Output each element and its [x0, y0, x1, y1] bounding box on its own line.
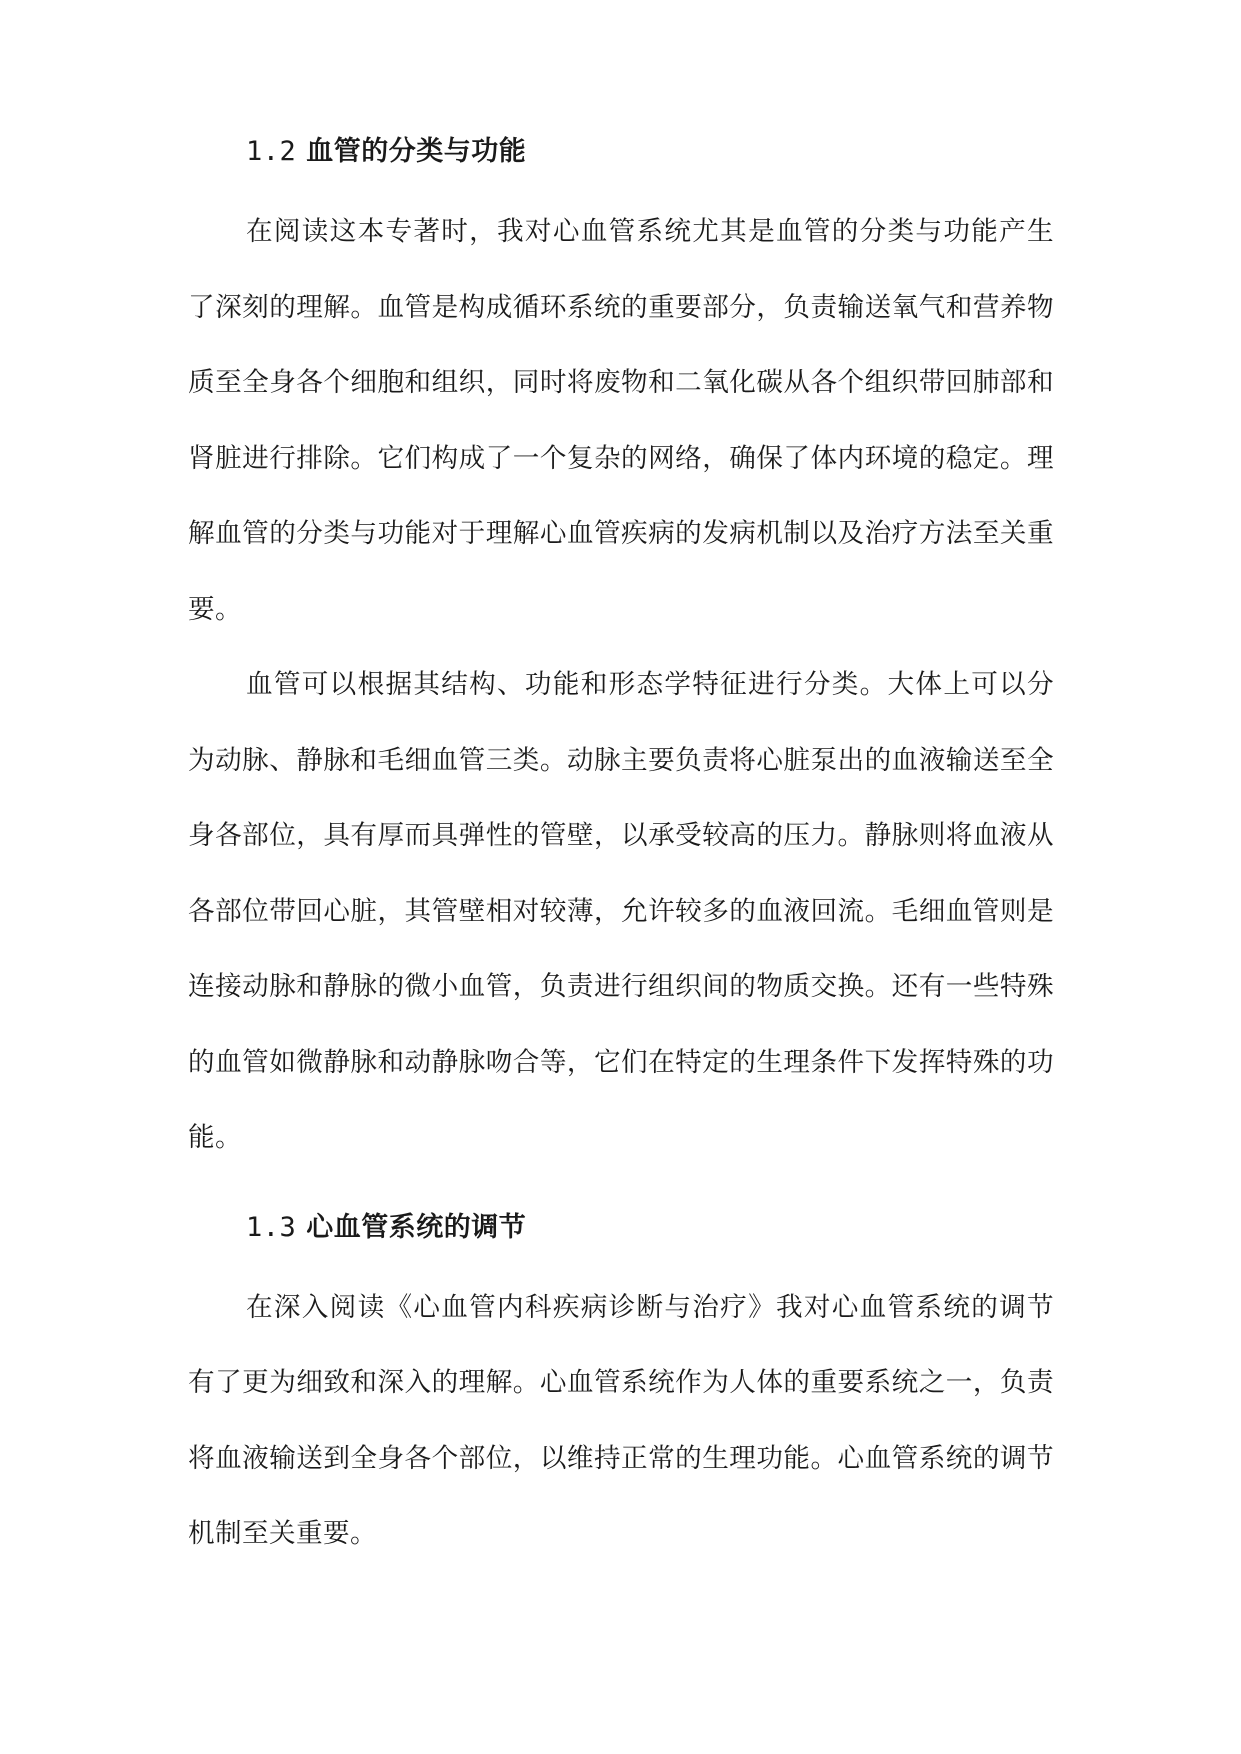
body-paragraph: 在阅读这本专著时，我对心血管系统尤其是血管的分类与功能产生了深刻的理解。血管是构成循环系统的重要部分，负责输送氧气和营养物质至全身各个细胞和组织，同时将废物和二氧化碳从各个组织带回肺部和肾脏进行排除。它们构成了一个复杂的网络，确保了体内环境的稳定。理解血管的分类与功能对于理解心血管疾病的发病机制以及治疗方法至关重要。 [188, 216, 1054, 625]
section-title: 血管的分类与功能 [306, 136, 527, 167]
section-1-2 [188, 130, 1054, 1176]
body-paragraph: 在深入阅读《心血管内科疾病诊断与治疗》我对心血管系统的调节有了更为细致和深入的理解。心血管系统作为人体的重要系统之一，负责将血液输送到全身各个部位，以维持正常的生理功能。心血管系统的调节机制至关重要。 [188, 1291, 1054, 1549]
section-number: 1.3 [246, 1211, 297, 1243]
section-1-3 [188, 1206, 1054, 1572]
body-paragraph: 血管可以根据其结构、功能和形态学特征进行分类。大体上可以分为动脉、静脉和毛细血管三类。动脉主要负责将心脏泵出的血液输送至全身各部位，具有厚而具弹性的管壁，以承受较高的压力。静脉则将血液从各部位带回心脏，其管壁相对较薄，允许较多的血液回流。毛细血管则是连接动脉和静脉的微小血管，负责进行组织间的物质交换。还有一些特殊的血管如微静脉和动静脉吻合等，它们在特定的生理条件下发挥特殊的功能。 [188, 669, 1054, 1153]
document-page [188, 130, 1054, 1572]
section-number: 1.2 [246, 136, 297, 167]
section-heading [188, 1206, 1054, 1250]
section-heading [188, 130, 1054, 174]
section-title: 心血管系统的调节 [306, 1211, 527, 1243]
